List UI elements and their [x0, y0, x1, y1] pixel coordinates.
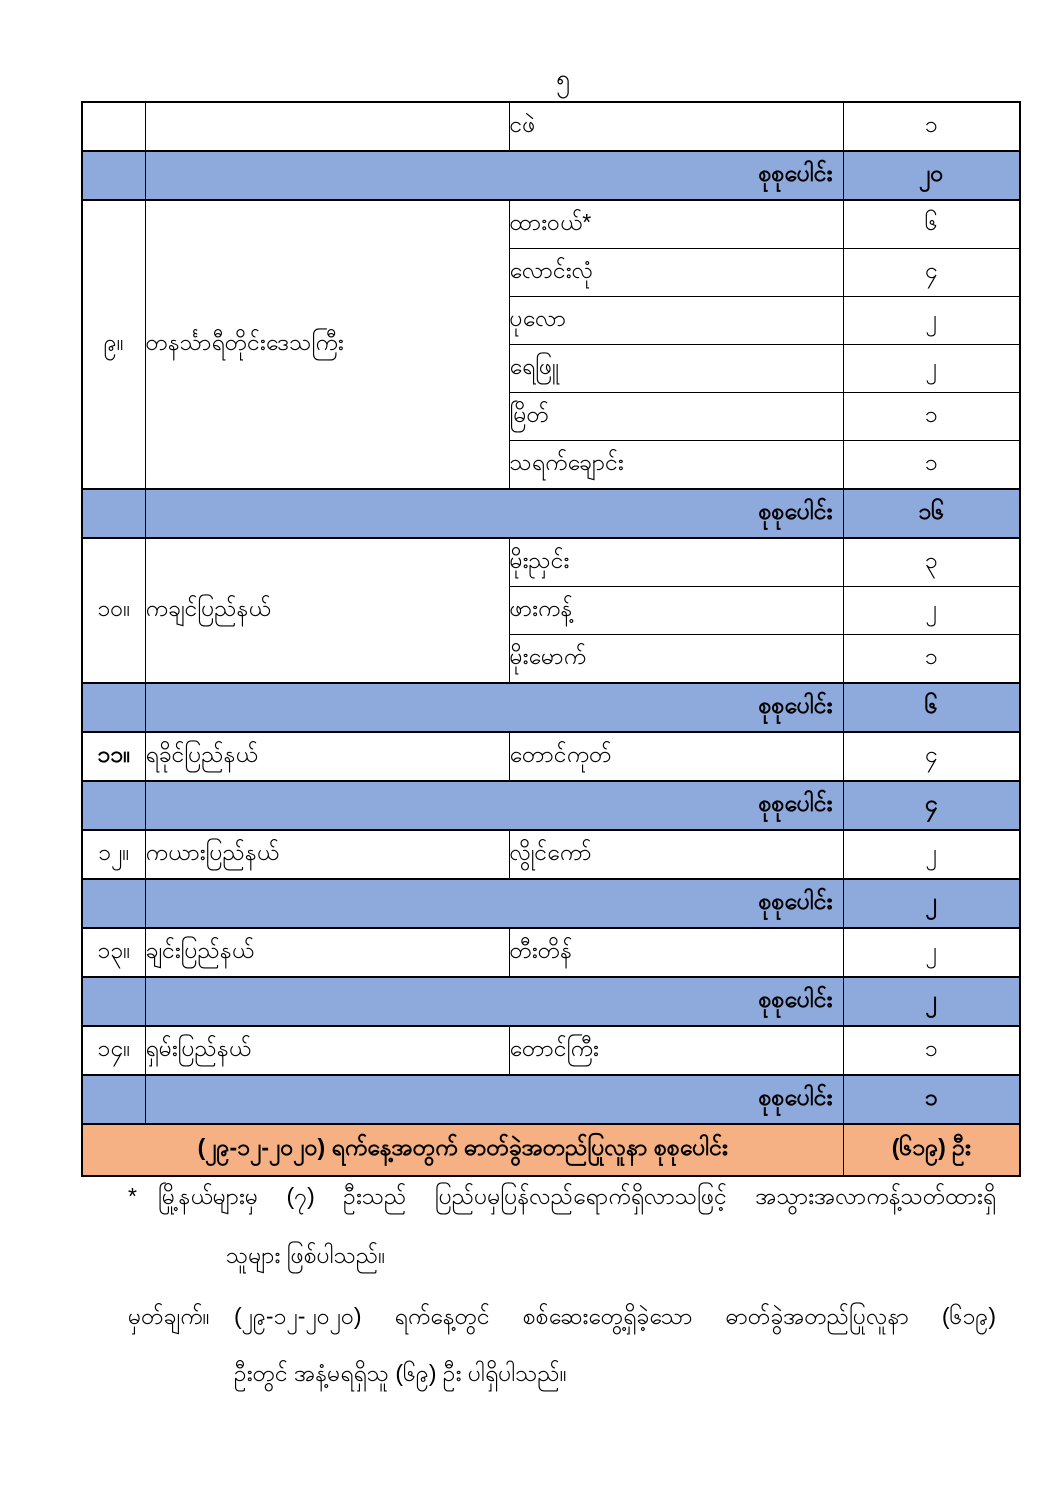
region-row: [82, 538, 1020, 587]
subtotal-count-cell: ၁: [843, 1075, 1020, 1124]
report-table-body: [82, 102, 1020, 1176]
township-cell: လောင်းလုံ: [509, 249, 843, 297]
township-cell: သရက်ချောင်း: [509, 441, 843, 490]
grand-total-label-cell: (၂၉-၁၂-၂၀၂၀) ရက်နေ့အတွက် ဓာတ်ခွဲအတည်ပြုလူနာ စုစုပေါင်း: [82, 1124, 843, 1176]
township-cell: ရေဖြူ: [509, 345, 843, 393]
count-cell: ၂: [843, 928, 1020, 977]
row-number-cell: ၁၀။: [82, 538, 145, 683]
confirmed-cases-table: [81, 101, 1021, 1177]
subtotal-count-cell: ၆: [843, 683, 1020, 732]
count-cell: ၁: [843, 635, 1020, 684]
region-cell: တနင်္သာရီတိုင်းဒေသကြီး: [145, 200, 509, 489]
subtotal-count-cell: ၂: [843, 879, 1020, 928]
count-cell: ၁: [843, 1026, 1020, 1075]
township-cell: လွိုင်ကော်: [509, 830, 843, 879]
region-row: [82, 1026, 1020, 1075]
row-number-cell: ၉။: [82, 200, 145, 489]
row-number-cell: [82, 102, 145, 151]
region-cell: ကယားပြည်နယ်: [145, 830, 509, 879]
row-number-cell: ၁၂။: [82, 830, 145, 879]
township-cell: တီးတိန်: [509, 928, 843, 977]
subtotal-count-cell: ၄: [843, 781, 1020, 830]
subtotal-row: [82, 1075, 1020, 1124]
count-cell: ၂: [843, 587, 1020, 635]
subtotal-label-cell: စုစုပေါင်း: [145, 151, 843, 200]
region-row: [82, 200, 1020, 249]
count-cell: ၄: [843, 249, 1020, 297]
township-cell: တောင်ကြီး: [509, 1026, 843, 1075]
count-cell: ၂: [843, 345, 1020, 393]
remark-note: [128, 1298, 996, 1392]
row-number-cell: [82, 151, 145, 200]
count-cell: ၂: [843, 830, 1020, 879]
subtotal-row: [82, 489, 1020, 538]
subtotal-row: [82, 683, 1020, 732]
asterisk-marker: *: [128, 1183, 137, 1209]
row-number-cell: [82, 977, 145, 1026]
subtotal-row: [82, 977, 1020, 1026]
township-cell: မြိတ်: [509, 393, 843, 441]
subtotal-row: [82, 781, 1020, 830]
subtotal-label-cell: စုစုပေါင်း: [145, 1075, 843, 1124]
row-number-cell: ၁၁။: [82, 732, 145, 781]
continuation-row: [82, 102, 1020, 151]
township-cell: ပုလော: [509, 297, 843, 345]
region-row: [82, 732, 1020, 781]
row-number-cell: ၁၄။: [82, 1026, 145, 1075]
remark-line1: (၂၉-၁၂-၂၀၂၀) ရက်နေ့တွင် စစ်ဆေးတွေ့ရှိခဲ့သော ဓာတ်ခွဲအတည်ပြုလူနာ (၆၁၉): [234, 1303, 996, 1329]
grand-total-row: [82, 1124, 1020, 1176]
township-cell: ထားဝယ်*: [509, 200, 843, 249]
row-number-cell: [82, 683, 145, 732]
subtotal-label-cell: စုစုပေါင်း: [145, 879, 843, 928]
count-cell: ၄: [843, 732, 1020, 781]
subtotal-row: [82, 151, 1020, 200]
asterisk-footnote: [128, 1178, 996, 1274]
subtotal-label-cell: စုစုပေါင်း: [145, 977, 843, 1026]
township-cell: မိုးညှင်း: [509, 538, 843, 587]
region-row: [82, 830, 1020, 879]
region-row: [82, 928, 1020, 977]
subtotal-label-cell: စုစုပေါင်း: [145, 489, 843, 538]
township-cell: မိုးမောက်: [509, 635, 843, 684]
count-cell: ၁: [843, 441, 1020, 490]
page-number: ၅: [555, 65, 571, 93]
subtotal-label-cell: စုစုပေါင်း: [145, 781, 843, 830]
row-number-cell: [82, 781, 145, 830]
region-cell: ကချင်ပြည်နယ်: [145, 538, 509, 683]
remark-label: မှတ်ချက်။: [128, 1303, 210, 1329]
subtotal-label-cell: စုစုပေါင်း: [145, 683, 843, 732]
region-cell: ချင်းပြည်နယ်: [145, 928, 509, 977]
row-number-cell: [82, 489, 145, 538]
township-cell: ငဖဲ: [509, 102, 843, 151]
count-cell: ၁: [843, 102, 1020, 151]
count-cell: ၆: [843, 200, 1020, 249]
subtotal-count-cell: ၂၀: [843, 151, 1020, 200]
region-cell: ရခိုင်ပြည်နယ်: [145, 732, 509, 781]
region-cell: ရှမ်းပြည်နယ်: [145, 1026, 509, 1075]
remark-line2: ဦးတွင် အနံ့မရရှိသူ (၆၉) ဦး ပါရှိပါသည်။: [234, 1359, 567, 1386]
asterisk-footnote-line1: မြို့နယ်များမှ (၇) ဦးသည် ပြည်ပမှပြန်လည်ရောက်ရှိလာသဖြင့် အသွားအလာကန့်သတ်ထားရှိ: [158, 1183, 996, 1209]
region-cell: [145, 102, 509, 151]
subtotal-row: [82, 879, 1020, 928]
row-number-cell: [82, 1075, 145, 1124]
subtotal-count-cell: ၂: [843, 977, 1020, 1026]
count-cell: ၁: [843, 393, 1020, 441]
row-number-cell: ၁၃။: [82, 928, 145, 977]
township-cell: တောင်ကုတ်: [509, 732, 843, 781]
township-cell: ဖားကန့်: [509, 587, 843, 635]
subtotal-count-cell: ၁၆: [843, 489, 1020, 538]
row-number-cell: [82, 879, 145, 928]
grand-total-count-cell: (၆၁၉) ဦး: [843, 1124, 1020, 1176]
asterisk-footnote-line2: သူများ ဖြစ်ပါသည်။: [226, 1241, 386, 1268]
count-cell: ၃: [843, 538, 1020, 587]
count-cell: ၂: [843, 297, 1020, 345]
